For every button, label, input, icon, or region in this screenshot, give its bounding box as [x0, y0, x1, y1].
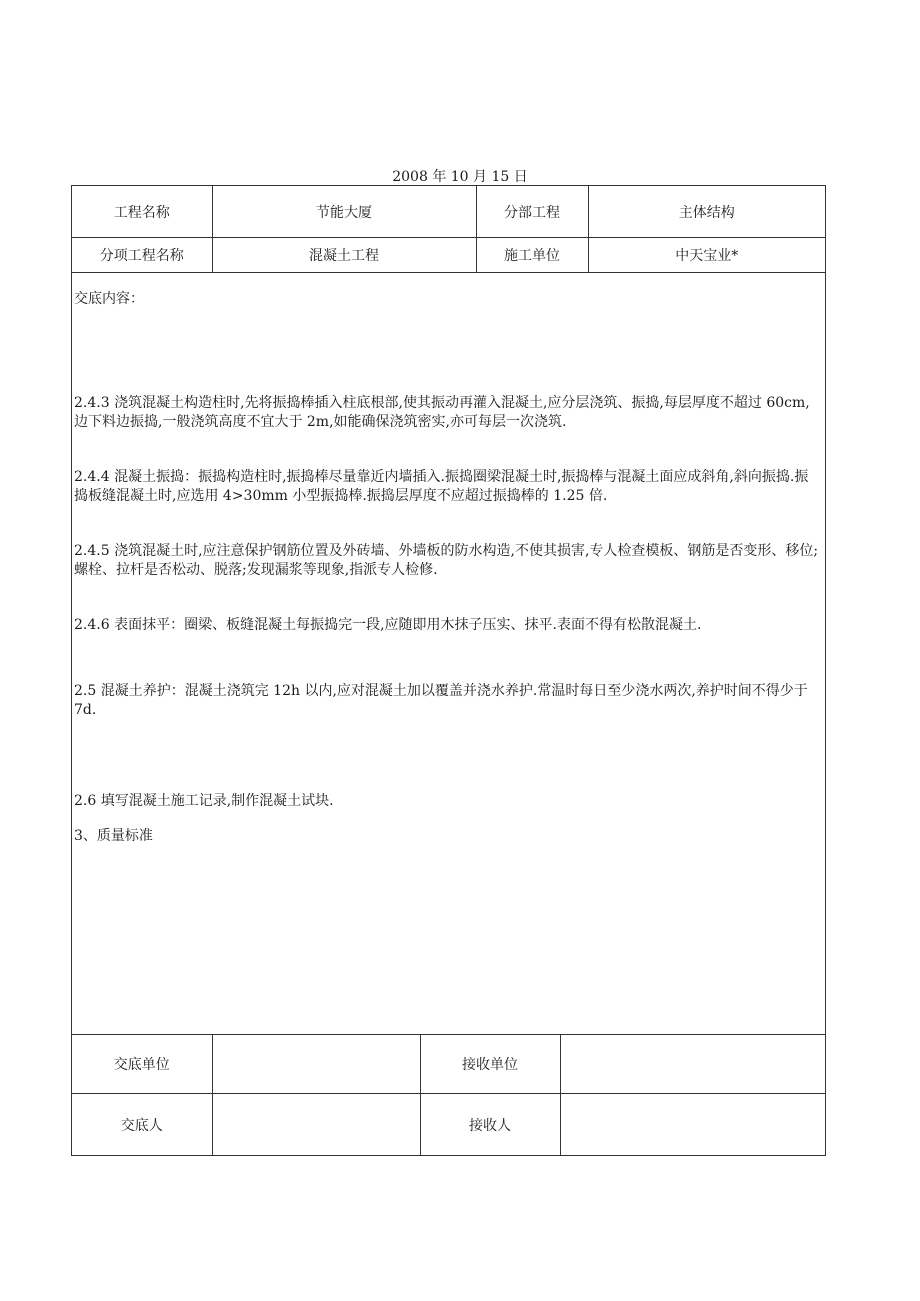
handover-person-label: 交底人: [72, 1094, 212, 1156]
header-table: [72, 186, 825, 273]
contractor-label: 施工单位: [476, 238, 588, 273]
paragraph: [74, 827, 822, 864]
header-row: [72, 186, 825, 238]
paragraph-2-4-3: 2.4.3 浇筑混凝土构造柱时,先将振捣棒插入柱底根部,使其振动再灌入混凝土,应分层浇筑、振捣,每层厚度不超过 60cm,边下料边振捣,一般浇筑高度不宜大于 2m,如能确保浇筑密实,亦可每层一次浇筑.: [74, 395, 810, 430]
division-label: 分部工程: [476, 186, 588, 238]
signoff-row: [72, 1094, 825, 1156]
subitem-label: 分项工程名称: [72, 238, 212, 273]
project-name-label: 工程名称: [72, 186, 212, 238]
paragraph-2-4-4: 2.4.4 混凝土振捣：振捣构造柱时,振捣棒尽量靠近内墙插入.振捣圈梁混凝土时,振捣棒与混凝土面应成斜角,斜向振捣.振捣板缝混凝土时,应选用 4>30mm 小型振捣棒.振捣层厚度不应超过振捣棒的 1.25 倍.: [74, 469, 809, 504]
paragraph-2-4-6: 2.4.6 表面抹平：圈梁、板缝混凝土每振捣完一段,应随即用木抹子压实、抹平.表面不得有松散混凝土.: [74, 617, 702, 633]
technical-briefing-sheet: [71, 185, 826, 1156]
receiving-unit-label: 接收单位: [420, 1035, 560, 1094]
handover-unit-label: 交底单位: [72, 1035, 212, 1094]
signoff-table: [72, 1034, 825, 1155]
paragraph: [74, 792, 822, 829]
project-name-value: 节能大厦: [212, 186, 476, 238]
handover-unit-field[interactable]: [212, 1035, 420, 1094]
contractor-value: 中天宝业*: [588, 238, 825, 273]
section-quality-standard: 3、质量标准: [74, 828, 153, 844]
paragraph: [74, 616, 822, 653]
paragraph-2-5: 2.5 混凝土养护：混凝土浇筑完 12h 以内,应对混凝土加以覆盖并浇水养护.常温时每日至少浇水两次,养护时间不得少于 7d.: [74, 683, 808, 718]
header-row: [72, 238, 825, 273]
receiver-field[interactable]: [560, 1094, 825, 1156]
paragraph: [74, 682, 822, 738]
paragraph: [74, 468, 822, 524]
content-intro: 交底内容：: [74, 291, 144, 307]
subitem-value: 混凝土工程: [212, 238, 476, 273]
division-value: 主体结构: [588, 186, 825, 238]
paragraph: [74, 542, 822, 598]
receiving-unit-field[interactable]: [560, 1035, 825, 1094]
document-date: 2008 年 10 月 15 日: [392, 169, 528, 185]
handover-person-field[interactable]: [212, 1094, 420, 1156]
receiver-label: 接收人: [420, 1094, 560, 1156]
signoff-row: [72, 1035, 825, 1094]
paragraph-2-6: 2.6 填写混凝土施工记录,制作混凝土试块.: [74, 793, 334, 809]
paragraph-2-4-5: 2.4.5 浇筑混凝土时,应注意保护钢筋位置及外砖墙、外墙板的防水构造,不使其损害,专人检查模板、钢筋是否变形、移位;螺栓、拉杆是否松动、脱落;发现漏浆等现象,指派专人检修.: [74, 543, 819, 578]
paragraph: [74, 394, 822, 450]
